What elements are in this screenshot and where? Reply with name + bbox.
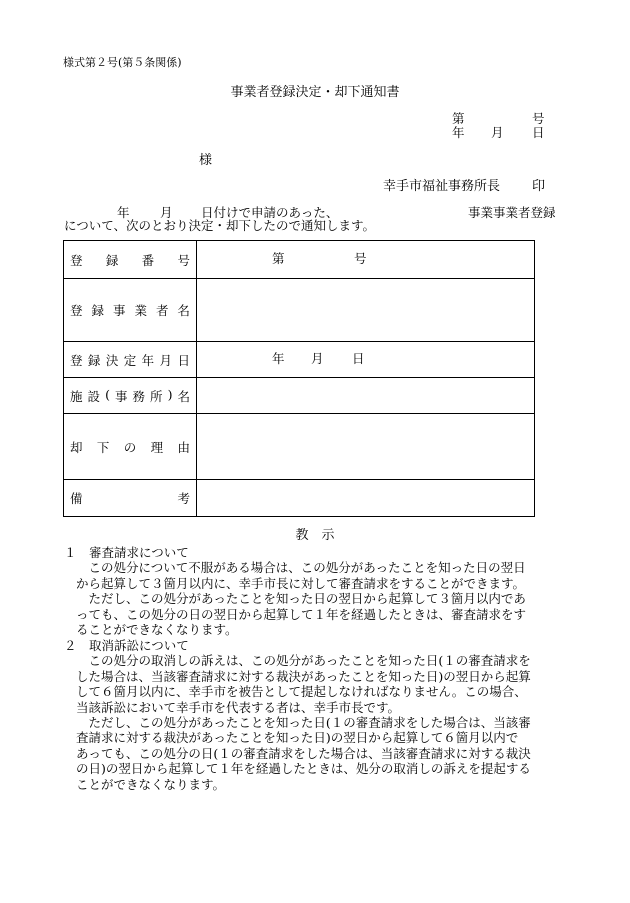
- label-char: (: [105, 386, 110, 402]
- section-line: して６箇月以内に、幸手市を被告として提起しなければなりません。この場合、: [76, 684, 527, 700]
- body-text: 日付けで申請のあった、: [201, 205, 339, 220]
- section-line: の日)の翌日から起算して１年を経過したときは、処分の取消しの訴えを提起する: [76, 761, 531, 777]
- label-char: 事: [112, 303, 126, 318]
- label-cell: [64, 342, 197, 378]
- number-prefix: 第: [452, 111, 465, 126]
- value-cell: [197, 342, 535, 378]
- label-text: [64, 301, 196, 319]
- section-line: から起算して３箇月以内に、幸手市長に対して審査請求をすることができます。: [76, 575, 526, 591]
- label-char: 決: [105, 352, 119, 368]
- label-char: 由: [177, 439, 190, 455]
- value-cell: [197, 414, 535, 480]
- section-line: っても、この処分の日の翌日から起算して１年を経過したときは、審査請求をす: [76, 606, 527, 622]
- label-char: 録: [91, 303, 104, 318]
- section-line: ただし、この処分があったことを知った日(１の審査請求をした場合は、当該審: [76, 714, 531, 730]
- label-char: 録: [105, 252, 119, 268]
- table-row: [64, 342, 535, 378]
- value-cell: [197, 378, 535, 414]
- kyoji-title: 教 示: [295, 528, 335, 543]
- label-char: 所: [150, 388, 163, 404]
- section-line: ることができなくなります。: [76, 622, 238, 638]
- date-day: 日: [532, 125, 545, 140]
- label-char: 名: [177, 303, 190, 318]
- label-cell: [64, 378, 197, 414]
- section-line: この処分の取消しの訴えは、この処分があったことを知った日(１の審査請求を: [76, 653, 531, 669]
- issuer: 幸手市福祉事務所長: [383, 179, 501, 194]
- section-line: この処分について不服がある場合は、この処分があったことを知った日の翌日: [76, 560, 526, 576]
- label-text: [64, 251, 196, 269]
- label-text: [64, 489, 196, 507]
- registration-table: [63, 240, 535, 517]
- label-char: 月: [159, 352, 173, 368]
- label-char: 名: [177, 388, 190, 404]
- label-char: 登: [70, 303, 83, 318]
- section-line: ことができなくなります。: [76, 776, 226, 792]
- value-cell: [197, 279, 535, 342]
- value-prefix: 第: [272, 251, 285, 266]
- label-char: 業: [134, 303, 147, 318]
- section-heading: ２ 取消訴訟について: [64, 637, 189, 653]
- table-row: [64, 241, 535, 279]
- value-year: 年: [272, 351, 285, 366]
- table-row: [64, 414, 535, 480]
- label-char: 年: [141, 352, 155, 368]
- label-char: の: [123, 439, 137, 455]
- date-year: 年: [452, 125, 465, 140]
- form-number: 様式第２号(第５条関係): [63, 56, 182, 69]
- table-row: [64, 378, 535, 414]
- value-suffix: 号: [354, 251, 367, 266]
- table-row: [64, 279, 535, 342]
- section-heading: １ 審査請求について: [64, 545, 189, 560]
- label-char: 者: [155, 303, 169, 318]
- label-char: ): [167, 386, 173, 402]
- seal-mark: 印: [532, 179, 546, 194]
- label-char: 事: [114, 388, 128, 404]
- addressee-suffix: 様: [199, 153, 213, 168]
- value-month: 月: [311, 351, 324, 366]
- value-day: 日: [352, 351, 365, 366]
- label-char: 番: [141, 252, 155, 268]
- label-char: 理: [150, 439, 164, 455]
- label-char: 施: [70, 388, 83, 404]
- label-char: 登: [70, 252, 83, 268]
- label-text: [64, 387, 196, 405]
- label-char: 号: [177, 252, 190, 268]
- label-cell: [64, 241, 197, 279]
- body-year: 年: [117, 205, 130, 220]
- label-char: 録: [87, 352, 101, 368]
- label-char: 備: [70, 491, 83, 506]
- section-line: した場合は、当該審査請求に対する裁決があったことを知った日)の翌日から起算: [76, 668, 531, 684]
- section-line: あっても、この処分の日(１の審査請求をした場合は、当該審査請求に対する裁決: [76, 745, 531, 761]
- value-cell: [197, 480, 535, 517]
- section-line: ただし、この処分があったことを知った日の翌日から起算して３箇月以内であ: [76, 591, 526, 607]
- label-cell: [64, 480, 197, 517]
- document-title: 事業者登録決定・却下通知書: [230, 85, 400, 100]
- label-char: 定: [123, 352, 137, 368]
- body-month: 月: [160, 205, 173, 220]
- label-text: [64, 351, 196, 369]
- section-line: 査請求に対する裁決があったことを知った日)の翌日から起算して６箇月以内で: [76, 730, 519, 746]
- label-cell: [64, 279, 197, 342]
- date-month: 月: [491, 125, 504, 140]
- label-text: [64, 438, 196, 456]
- table-row: [64, 480, 535, 517]
- label-char: 却: [70, 439, 83, 455]
- body-line2: について、次のとおり決定・却下したので通知します。: [64, 218, 376, 233]
- number-suffix: 号: [532, 111, 545, 126]
- label-char: 日: [177, 352, 190, 368]
- label-char: 考: [177, 491, 190, 506]
- label-char: 登: [70, 352, 83, 368]
- label-char: 設: [87, 388, 101, 404]
- label-cell: [64, 414, 197, 480]
- section-line: 当該訴訟において幸手市を代表する者は、幸手市長です。: [76, 699, 401, 715]
- value-cell: [197, 241, 535, 279]
- body-registration: 事業事業者登録: [468, 205, 556, 220]
- label-char: 務: [132, 388, 146, 404]
- label-char: 下: [96, 439, 110, 455]
